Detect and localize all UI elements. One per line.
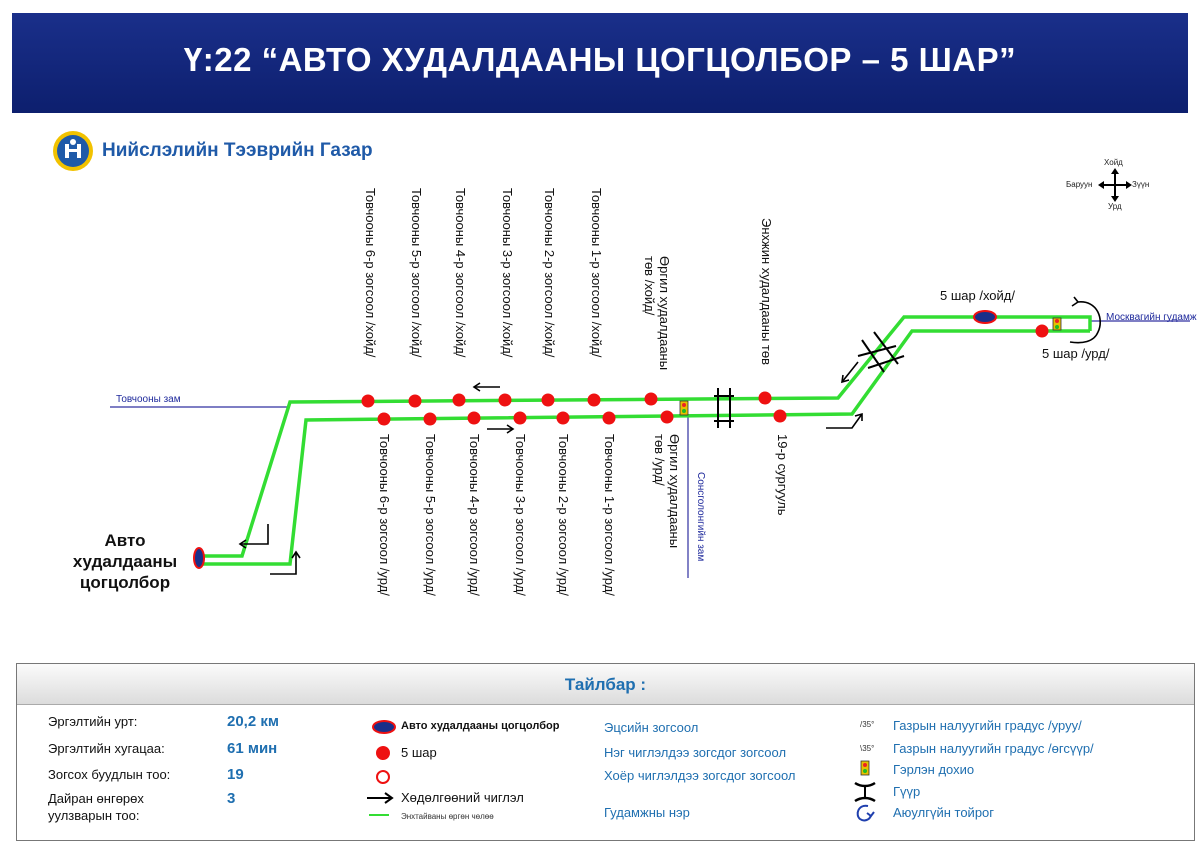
stop-label-north: Товчооны 1-р зогсоол /хойд/ <box>589 188 604 358</box>
stat-value: 61 мин <box>227 740 278 757</box>
stat-label: Дайран өнгөрөх <box>48 791 144 806</box>
stop-label-north: Товчооны 5-р зогсоол /хойд/ <box>409 188 424 358</box>
legend-roundabout: Аюулгүйн тойрог <box>893 805 995 820</box>
stat-label: Эргэлтийн урт: <box>48 714 138 729</box>
traffic-light-legend-icon <box>860 760 870 776</box>
legend-title: Тайлбар : <box>564 675 647 694</box>
org-name: Нийслэлийн Тээврийн Газар <box>102 140 373 161</box>
street-label-songolon: Сонсголонгийн зам <box>695 472 706 562</box>
roundabout-arrow-icon <box>1070 297 1100 343</box>
compass-west: Баруун <box>1066 180 1093 189</box>
stat-label: Зогсох буудлын тоо: <box>48 767 171 782</box>
legend-slope-up: Газрын налуугийн градус /өгсүүр/ <box>893 741 1094 756</box>
bridge-icon <box>714 388 734 428</box>
street-label-tovchoon: Товчооны зам <box>116 394 181 405</box>
south-stop-markers <box>378 325 1049 426</box>
stop-label-north: Товчооны 6-р зогсоол /хойд/ <box>363 188 378 358</box>
terminal-legend-icon <box>371 719 397 735</box>
route-title: Ү:22 “АВТО ХУДАЛДААНЫ ЦОГЦОЛБОР – 5 ШАР” <box>183 41 1017 78</box>
compass-south: Урд <box>1108 202 1122 211</box>
compass-north: Хойд <box>1104 158 1123 167</box>
stop-label-line: төв /хойд/ <box>642 256 657 316</box>
terminal-name <box>70 530 180 593</box>
slope-down-mark: /35° <box>860 720 875 729</box>
legend-slope-down: Газрын налуугийн градус /уруу/ <box>893 718 1082 733</box>
stop-label-south: Товчооны 4-р зогсоол /урд/ <box>467 434 482 596</box>
route-line-legend-icon <box>369 812 389 818</box>
legend-street-name: Гудамжны нэр <box>604 805 690 820</box>
slope-up-mark: \35° <box>860 744 875 753</box>
stop-label-south: Товчооны 1-р зогсоол /урд/ <box>602 434 617 596</box>
stat-value: 20,2 км <box>227 713 279 730</box>
stop-label-south: Товчооны 2-р зогсоол /урд/ <box>556 434 571 596</box>
stat-label: Эргэлтийн хугацаа: <box>48 741 165 756</box>
stop-label-5shar-north: 5 шар /хойд/ <box>940 288 1015 303</box>
legend-5shar: 5 шар <box>401 745 437 760</box>
stat-label: уулзварын тоо: <box>48 808 140 823</box>
direction-arrow-icon <box>240 524 268 548</box>
direction-arrow-icon <box>487 425 513 433</box>
legend-two-way: Хоёр чиглэлдээ зогсдог зогсоол <box>604 768 796 783</box>
stop-label-north <box>642 256 672 370</box>
stop-label-south: 19-р сургууль <box>775 434 790 516</box>
stop-label-5shar-south: 5 шар /урд/ <box>1042 346 1110 361</box>
bridge-legend-icon <box>853 781 877 803</box>
legend-direction: Хөдөлгөөний чиглэл <box>401 790 524 805</box>
stop-label-south: Товчооны 6-р зогсоол /урд/ <box>377 434 392 596</box>
terminal-name-line: Авто <box>104 531 146 550</box>
stop-label-line: төв /урд/ <box>652 434 667 486</box>
stat-value: 19 <box>227 766 244 783</box>
stop-label-north: Товчооны 2-р зогсоол /хойд/ <box>542 188 557 358</box>
terminal-name-line: цогцолбор <box>79 573 171 592</box>
stop-label-line: Өргил худалдааны <box>657 256 672 371</box>
traffic-light-icon <box>1053 318 1061 330</box>
stop-label-north: Энхжин худалдааны төв <box>759 218 774 366</box>
stop-outline-legend-icon <box>374 768 392 786</box>
terminal-name-line: худалдааны <box>72 552 178 571</box>
legend-end-stop: Эцсийн зогсоол <box>604 720 699 735</box>
compass-east: Зүүн <box>1132 180 1150 189</box>
legend-route-line: Энхтайваны өргөн чөлөө <box>401 812 494 821</box>
roundabout-legend-icon <box>853 803 875 823</box>
stop-label-south <box>652 434 682 548</box>
end-stop-5shar-north <box>974 311 996 323</box>
legend-header <box>17 664 1194 705</box>
legend-panel <box>16 663 1195 841</box>
legend-bridge: Гүүр <box>893 784 921 799</box>
street-label-moskva: Москвагийн гудамж <box>1106 312 1197 323</box>
stop-legend-icon <box>374 744 392 762</box>
legend-one-way: Нэг чиглэлдээ зогсдог зогсоол <box>604 745 787 760</box>
direction-legend-icon <box>365 791 395 805</box>
stop-label-south: Товчооны 5-р зогсоол /урд/ <box>423 434 438 596</box>
stop-label-line: Өргил худалдааны <box>667 434 682 549</box>
legend-traffic-light: Гэрлэн дохио <box>893 762 975 777</box>
stop-label-north: Товчооны 4-р зогсоол /хойд/ <box>453 188 468 358</box>
direction-arrow-icon <box>474 383 500 391</box>
terminal-marker <box>194 548 204 568</box>
direction-arrow-icon <box>826 414 862 428</box>
stop-label-south: Товчооны 3-р зогсоол /урд/ <box>513 434 528 596</box>
stop-label-north: Товчооны 3-р зогсоол /хойд/ <box>500 188 515 358</box>
stat-value: 3 <box>227 790 236 807</box>
legend-terminal: Авто худалдааны цогцолбор <box>401 720 560 732</box>
traffic-light-icon <box>680 401 688 415</box>
